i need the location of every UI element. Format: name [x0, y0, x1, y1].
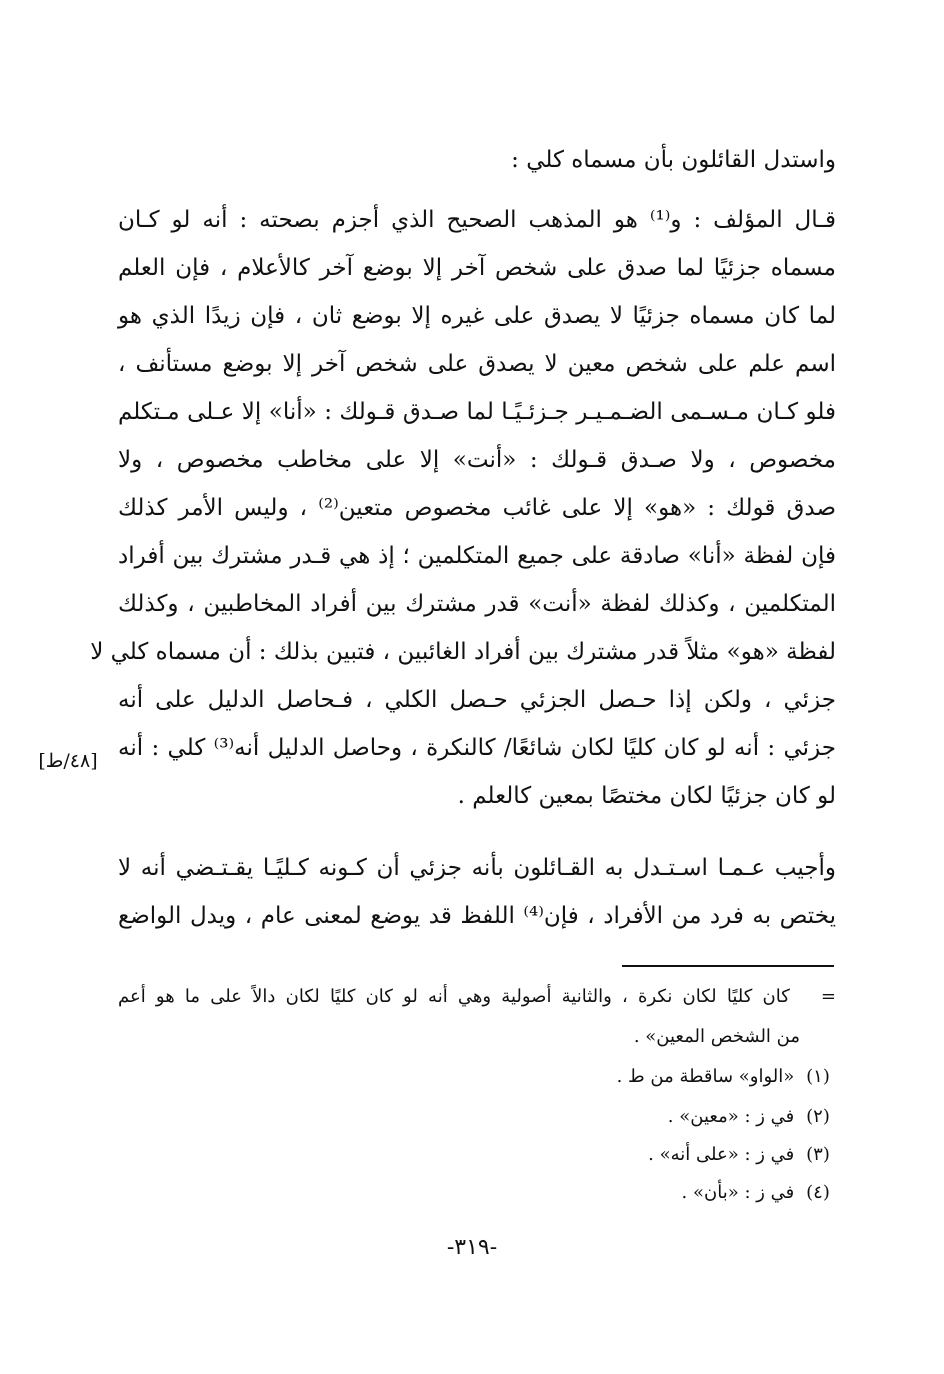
paragraph1-line: فإن لفظة «أنا» صادقة على جميع المتكلمين ؛ إذ هي قـدر مشترك بين أفراد	[118, 543, 836, 569]
footnote-item	[682, 1176, 836, 1210]
footnote-separator	[622, 965, 834, 967]
continuation-marker: =	[820, 986, 836, 1007]
paragraph2-line: يختص به فرد من الأفراد ، فإن⁽⁴⁾ اللفظ قد يوضع لمعنى عام ، ويدل الواضع	[118, 903, 836, 929]
footnote-text: في ز : «معين» .	[667, 1106, 795, 1127]
paragraph1-line: لو كان جزئيًا لكان مختصًا بمعين كالعلم .	[457, 783, 836, 809]
footnote-text: في ز : «على أنه» .	[648, 1144, 795, 1165]
footnote-continuation-text: كان كليًا لكان نكرة ، والثانية أصولية وهي أنه لو كان كليًا لكان دالاً على ما هو أعم	[118, 986, 790, 1007]
footnote-text: «الواو» ساقطة من ط .	[616, 1066, 795, 1087]
margin-manuscript-reference: [٤٨/ط]	[38, 750, 98, 772]
paragraph1-line: جزئي : أنه لو كان كليًا لكان شائعًا/ كالنكرة ، وحاصل الدليل أنه⁽³⁾ كلي : أنه	[118, 735, 836, 761]
footnote-number: (١)	[806, 1066, 830, 1087]
footnote-number: (٣)	[806, 1144, 830, 1165]
paragraph1-line: المتكلمين ، وكذلك لفظة «أنت» قدر مشترك بين أفراد المخاطبين ، وكذلك	[118, 591, 836, 617]
footnote-item	[617, 1060, 836, 1094]
footnote-item	[648, 1138, 836, 1172]
paragraph1-line: اسم علم على شخص معين لا يصدق على شخص آخر إلا بوضع مستأنف ،	[118, 351, 836, 377]
footnote-continuation-line	[118, 980, 836, 1014]
footnote-number: (٢)	[806, 1106, 830, 1127]
footnote-text: في ز : «بأن» .	[681, 1182, 795, 1203]
footnote-number: (٤)	[806, 1182, 830, 1203]
paragraph1-line: مخصوص ، ولا صـدق قـولك : «أنت» إلا على مخاطب مخصوص ، ولا	[118, 447, 836, 473]
paragraph1-line: لفظة «هو» مثلاً قدر مشترك بين أفراد الغائبين ، فتبين بذلك : أن مسماه كلي لا	[90, 639, 836, 665]
paragraph1-line: قـال المؤلف : و⁽¹⁾ هو المذهب الصحيح الذي أجزم بصحته : أنه لو كـان	[118, 207, 836, 233]
paragraph1-line: فلو كـان مـسـمى الضـمـيـر جـزئـيًـا لما صـدق قـولك : «أنا» إلا عـلى مـتكلم	[118, 399, 836, 425]
page-number: -٣١٩-	[446, 1235, 498, 1260]
paragraph1-line: لما كان مسماه جزئيًا لا يصدق على غيره إلا بوضع ثان ، فإن زيدًا الذي هو	[118, 303, 836, 329]
footnote-continuation-line: من الشخص المعين» .	[633, 1026, 800, 1047]
paragraph1-line: جزئي ، ولكن إذا حـصل الجزئي حـصل الكلي ، فـحاصل الدليل على أنه	[118, 687, 836, 713]
paragraph1-line: مسماه جزئيًا لما صدق على شخص آخر إلا بوضع آخر كالأعلام ، فإن العلم	[118, 255, 836, 281]
footnote-item	[668, 1100, 836, 1134]
heading-line: واستدل القائلون بأن مسماه كلي :	[511, 147, 836, 173]
paragraph2-line: وأجيب عـمـا اسـتـدل به القـائلون بأنه جزئي أن كـونه كـليًـا يقـتـضي أنه لا	[118, 855, 836, 881]
paragraph1-line: صدق قولك : «هو» إلا على غائب مخصوص متعين⁽²⁾ ، وليس الأمر كذلك	[118, 495, 836, 521]
